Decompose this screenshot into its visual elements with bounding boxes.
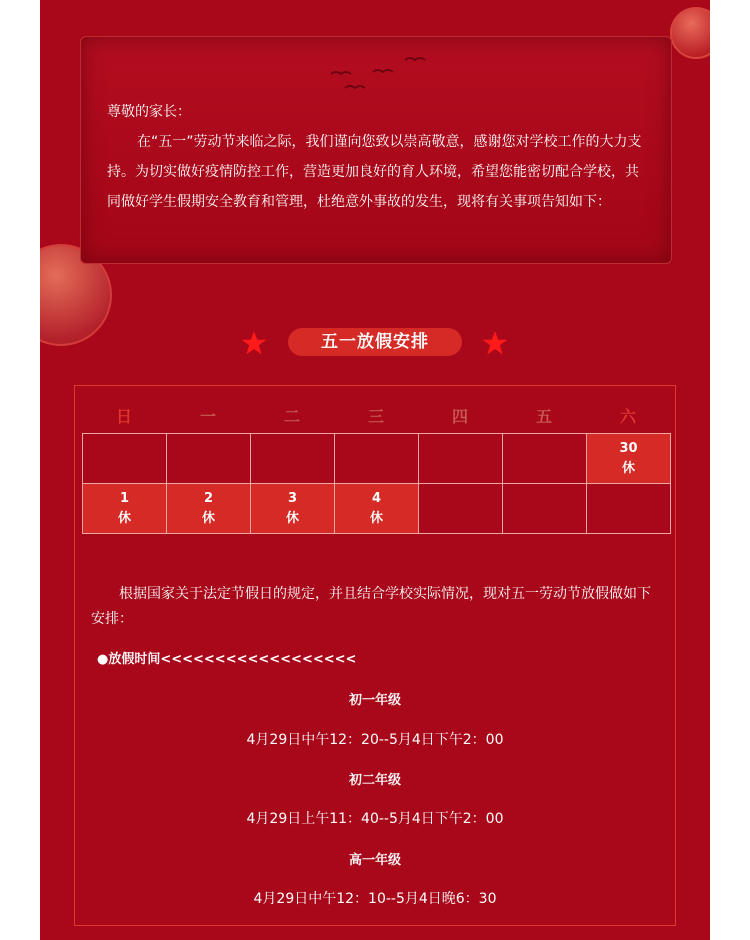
holiday-calendar bbox=[82, 433, 671, 534]
arrangement-intro: 根据国家关于法定节假日的规定，并且结合学校实际情况，现对五一劳动节放假做如下安排： bbox=[91, 586, 651, 627]
invitation-page bbox=[40, 0, 710, 940]
calendar-weekday-header bbox=[82, 404, 670, 426]
day-note: 休 bbox=[369, 510, 383, 526]
calendar-week-row bbox=[83, 434, 671, 484]
weekday-label: 一 bbox=[199, 407, 216, 426]
notice-body: 在“五一”劳动节来临之际，我们谨向您致以崇高敬意，感谢您对学校工作的大力支持。为切实做好疫情防控工作，营造更加良好的育人环境，希望您能密切配合学校，共同做好学生假期安全教育和管理，杜绝意外事故的发生，现将有关事项告知如下： bbox=[107, 134, 642, 210]
weekday-label: 日 bbox=[115, 407, 132, 426]
calendar-cell bbox=[503, 484, 587, 534]
day-note: 休 bbox=[201, 510, 215, 526]
day-note: 休 bbox=[117, 510, 131, 526]
calendar-cell bbox=[83, 434, 167, 484]
birds-icon bbox=[327, 57, 427, 97]
calendar-cell-holiday bbox=[167, 484, 251, 534]
calendar-cell bbox=[503, 434, 587, 484]
calendar-cell-holiday bbox=[587, 434, 671, 484]
greeting: 尊敬的家长： bbox=[107, 104, 191, 120]
decorative-circle-top-right bbox=[670, 7, 710, 59]
day-note: 休 bbox=[621, 460, 635, 476]
grade-holiday-time: 4月29日中午12：10--5月4日晚6：30 bbox=[253, 891, 497, 907]
weekday-label: 三 bbox=[367, 407, 384, 426]
weekday-label: 六 bbox=[619, 407, 636, 426]
calendar-cell bbox=[419, 434, 503, 484]
holiday-schedule-box bbox=[74, 385, 676, 926]
calendar-cell-holiday bbox=[251, 484, 335, 534]
section-header bbox=[240, 326, 510, 360]
calendar-cell bbox=[251, 434, 335, 484]
grade-label: 高一年级 bbox=[348, 853, 401, 868]
grade-label: 初二年级 bbox=[348, 773, 401, 788]
day-note: 休 bbox=[285, 510, 299, 526]
grade-holiday-time: 4月29日中午12：20--5月4日下午2：00 bbox=[246, 732, 504, 748]
grade-label: 初一年级 bbox=[348, 693, 401, 708]
star-icon bbox=[241, 330, 267, 356]
weekday-label: 五 bbox=[535, 407, 552, 426]
calendar-cell bbox=[587, 484, 671, 534]
day-number: 30 bbox=[619, 440, 638, 456]
day-number: 2 bbox=[203, 490, 214, 506]
day-number: 1 bbox=[119, 490, 130, 506]
calendar-cell bbox=[167, 434, 251, 484]
calendar-cell-holiday bbox=[83, 484, 167, 534]
star-icon bbox=[482, 330, 508, 356]
weekday-label: 二 bbox=[283, 407, 300, 426]
calendar-week-row bbox=[83, 484, 671, 534]
notice-card bbox=[80, 36, 672, 264]
calendar-cell bbox=[335, 434, 419, 484]
calendar-cell-holiday bbox=[335, 484, 419, 534]
calendar-cell bbox=[419, 484, 503, 534]
day-number: 4 bbox=[371, 490, 382, 506]
day-number: 3 bbox=[287, 490, 298, 506]
weekday-label: 四 bbox=[451, 407, 468, 426]
holiday-time-heading: ●放假时间<<<<<<<<<<<<<<<<<< bbox=[97, 652, 357, 667]
section-title: 五一放假安排 bbox=[288, 328, 462, 356]
grade-holiday-time: 4月29日上午11：40--5月4日下午2：00 bbox=[246, 811, 504, 827]
